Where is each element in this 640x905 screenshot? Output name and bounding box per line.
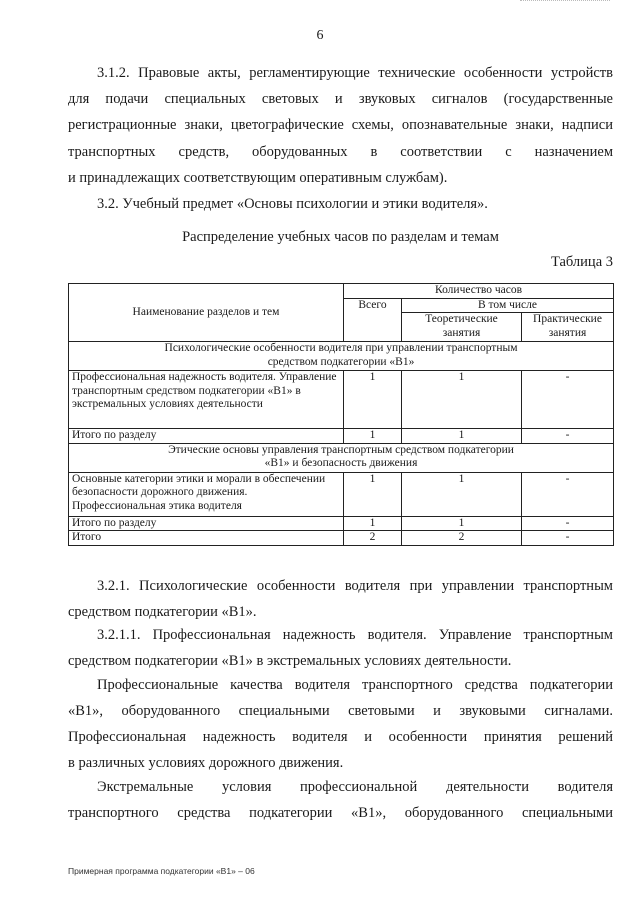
- table-caption: Распределение учебных часов по разделам и темам: [182, 229, 499, 245]
- header-theory: Теоретические занятия: [402, 313, 522, 342]
- paragraph-qualities-line-4: в различных условиях дорожного движения.: [68, 755, 344, 771]
- row-1-practice: -: [522, 371, 614, 429]
- paragraph-extreme-line-1: Экстремальные условия профессиональной деятельности водителя: [97, 779, 613, 795]
- subtotal-1-practice: -: [522, 429, 614, 444]
- header-practice: Практические занятия: [522, 313, 614, 342]
- header-total: Всего: [344, 298, 402, 342]
- page-number: 6: [316, 28, 324, 43]
- header-hours-count: Количество часов: [344, 284, 614, 299]
- grand-total-name: Итого: [69, 531, 344, 546]
- subtotal-2-name: Итого по разделу: [69, 516, 344, 531]
- paragraph-3-2-1-line-1: 3.2.1. Психологические особенности водителя при управлении транспортным: [97, 578, 613, 594]
- subtotal-2-theory: 1: [402, 516, 522, 531]
- section-heading-1: Психологические особенности водителя при управлении транспортным средством подкатегории «В1»: [69, 342, 614, 371]
- hours-distribution-table: [68, 283, 614, 546]
- row-2-name: Основные категории этики и морали в обеспечении безопасности дорожного движения. Профессиональная этика водителя: [69, 472, 344, 516]
- grand-total-total: 2: [344, 531, 402, 546]
- grand-total-theory: 2: [402, 531, 522, 546]
- paragraph-3-2-1-1-line-1: 3.2.1.1. Профессиональная надежность водителя. Управление транспортным: [97, 627, 613, 643]
- subtotal-1-theory: 1: [402, 429, 522, 444]
- row-1-theory: 1: [402, 371, 522, 429]
- row-2-theory: 1: [402, 472, 522, 516]
- row-1-name: Профессиональная надежность водителя. Управление транспортным средством подкатегории «В1» в экстремальных условиях деятельности: [69, 371, 344, 429]
- page-footer: Примерная программа подкатегории «В1» – 06: [68, 866, 255, 876]
- row-2-total: 1: [344, 472, 402, 516]
- paragraph-3-1-2-line-3: регистрационные знаки, цветографические схемы, опознавательные знаки, надписи: [68, 117, 613, 133]
- table-number: Таблица 3: [550, 254, 613, 270]
- subtotal-2-total: 1: [344, 516, 402, 531]
- paragraph-qualities-line-3: Профессиональная надежность водителя и особенности принятия решений: [68, 729, 613, 745]
- paragraph-3-2-1-1-line-2: средством подкатегории «В1» в экстремальных условиях деятельности.: [68, 653, 512, 669]
- header-name: Наименование разделов и тем: [69, 284, 344, 342]
- section-heading-2: Этические основы управления транспортным средством подкатегории «В1» и безопасность движения: [69, 443, 614, 472]
- header-including: В том числе: [402, 298, 614, 313]
- paragraph-3-1-2-line-5: и принадлежащих соответствующим оперативным службам).: [68, 170, 448, 186]
- paragraph-3-1-2-line-1: 3.1.2. Правовые акты, регламентирующие технические особенности устройств: [97, 65, 613, 81]
- paragraph-qualities-line-1: Профессиональные качества водителя транспортного средства подкатегории: [97, 677, 613, 693]
- row-2-practice: -: [522, 472, 614, 516]
- row-1-total: 1: [344, 371, 402, 429]
- subtotal-1-name: Итого по разделу: [69, 429, 344, 444]
- grand-total-practice: -: [522, 531, 614, 546]
- subtotal-2-practice: -: [522, 516, 614, 531]
- paragraph-3-2-1-line-2: средством подкатегории «В1».: [68, 604, 257, 620]
- paragraph-qualities-line-2: «В1», оборудованного специальными световыми и звуковыми сигналами.: [68, 703, 613, 719]
- paragraph-3-1-2-line-4: транспортных средств, оборудованных в соответствии с назначением: [68, 144, 613, 160]
- scan-edge-mark: [520, 0, 610, 1]
- subtotal-1-total: 1: [344, 429, 402, 444]
- paragraph-3-1-2-line-2: для подачи специальных световых и звуковых сигналов (государственные: [68, 91, 613, 107]
- paragraph-3-2-heading: 3.2. Учебный предмет «Основы психологии и этики водителя».: [97, 196, 488, 212]
- paragraph-extreme-line-2: транспортного средства подкатегории «В1», оборудованного специальными: [68, 805, 613, 821]
